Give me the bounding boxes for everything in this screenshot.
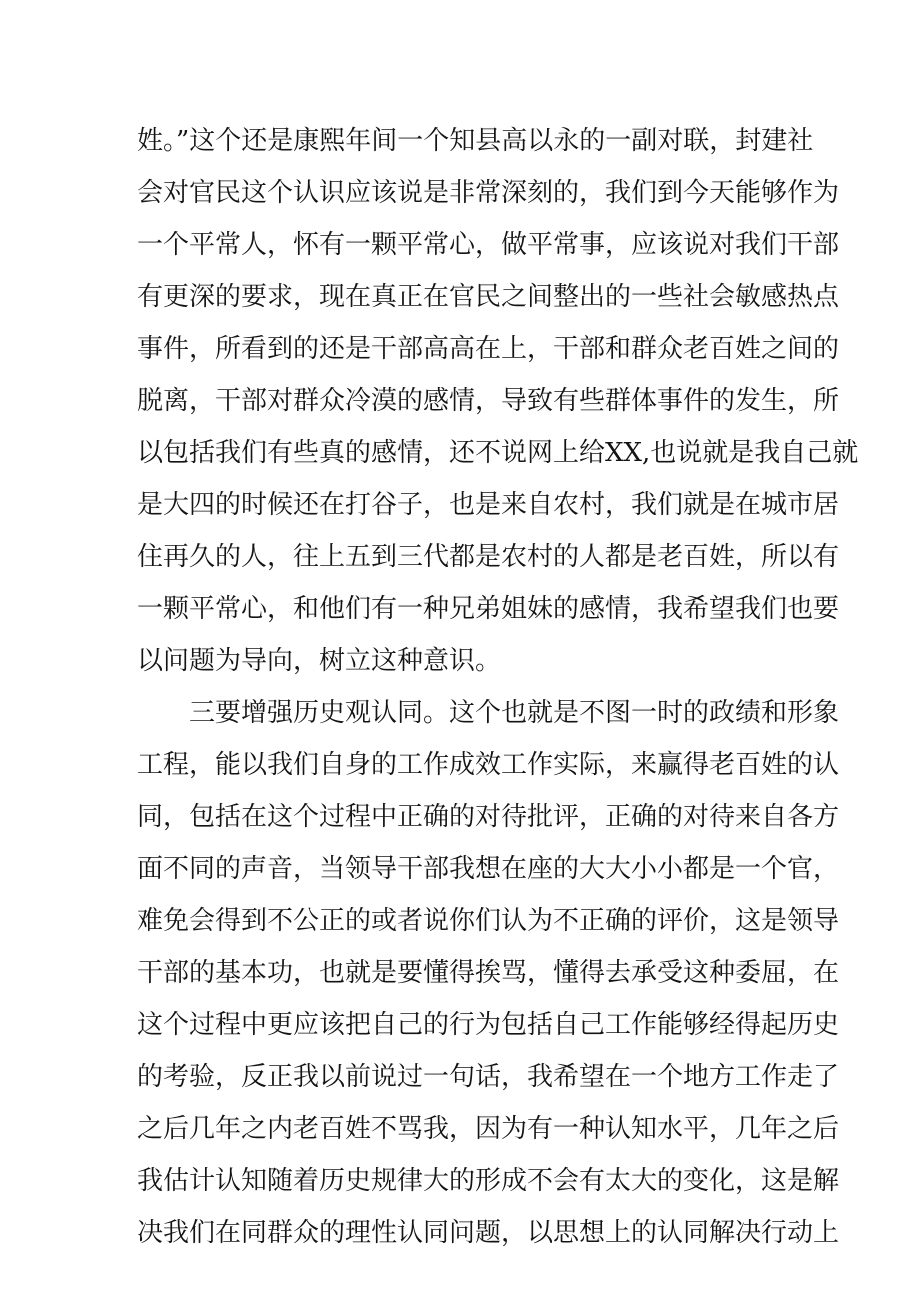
paragraph-1-line-4: 有更深的要求，现在真正在官民之间整出的一些社会敏感热点	[137, 282, 840, 312]
paragraph-1-line-6: 脱离，干部对群众冷漠的感情，导致有些群体事件的发生，所	[137, 386, 840, 416]
paragraph-2-line-1	[189, 693, 840, 733]
paragraph-2-line-10: 我估计认知随着历史规律大的形成不会有太大的变化，这是解	[137, 1166, 840, 1196]
paragraph-1-line-8: 是大四的时候还在打谷子，也是来自农村，我们就是在城市居	[137, 490, 840, 520]
section-heading: 三要增强历史观认同。	[189, 698, 450, 728]
paragraph-2-line-2: 工程，能以我们自身的工作成效工作实际，来赢得老百姓的认	[137, 750, 840, 780]
paragraph-2-line-8: 的考验，反正我以前说过一句话，我希望在一个地方工作走了	[137, 1062, 840, 1092]
paragraph-1-line-5: 事件，所看到的还是干部高高在上，干部和群众老百姓之间的	[137, 334, 840, 364]
paragraph-2-line-6: 干部的基本功，也就是要懂得挨骂，懂得去承受这种委屈，在	[137, 958, 840, 988]
paragraph-1-line-3: 一个平常人，怀有一颗平常心，做平常事，应该说对我们干部	[137, 230, 840, 260]
paragraph-2-line-4: 面不同的声音，当领导干部我想在座的大大小小都是一个官，	[137, 854, 840, 884]
paragraph-1-line-1: 姓。”这个还是康熙年间一个知县高以永的一副对联，封建社	[137, 126, 814, 156]
paragraph-2-line-11: 决我们在同群众的理性认同问题，以思想上的认同解决行动上	[137, 1218, 840, 1248]
paragraph-1-line-11: 以问题为导向，树立这种意识。	[137, 646, 502, 676]
paragraph-1-line-2: 会对官民这个认识应该说是非常深刻的，我们到今天能够作为	[137, 178, 840, 208]
paragraph-2-line-7: 这个过程中更应该把自己的行为包括自己工作能够经得起历史	[137, 1010, 840, 1040]
paragraph-1-line-9: 住再久的人，往上五到三代都是农村的人都是老百姓，所以有	[137, 542, 840, 572]
paragraph-2-line-5: 难免会得到不公正的或者说你们认为不正确的评价，这是领导	[137, 906, 840, 936]
paragraph-1-line-7: 以包括我们有些真的感情，还不说网上给XX,也说就是我自己就	[137, 438, 859, 468]
paragraph-2-first-line-text: 这个也就是不图一时的政绩和形象	[449, 698, 840, 728]
paragraph-2-line-3: 同，包括在这个过程中正确的对待批评，正确的对待来自各方	[137, 802, 840, 832]
paragraph-1-line-10: 一颗平常心，和他们有一种兄弟姐妹的感情，我希望我们也要	[137, 594, 840, 624]
paragraph-2-line-9: 之后几年之内老百姓不骂我，因为有一种认知水平，几年之后	[137, 1114, 840, 1144]
